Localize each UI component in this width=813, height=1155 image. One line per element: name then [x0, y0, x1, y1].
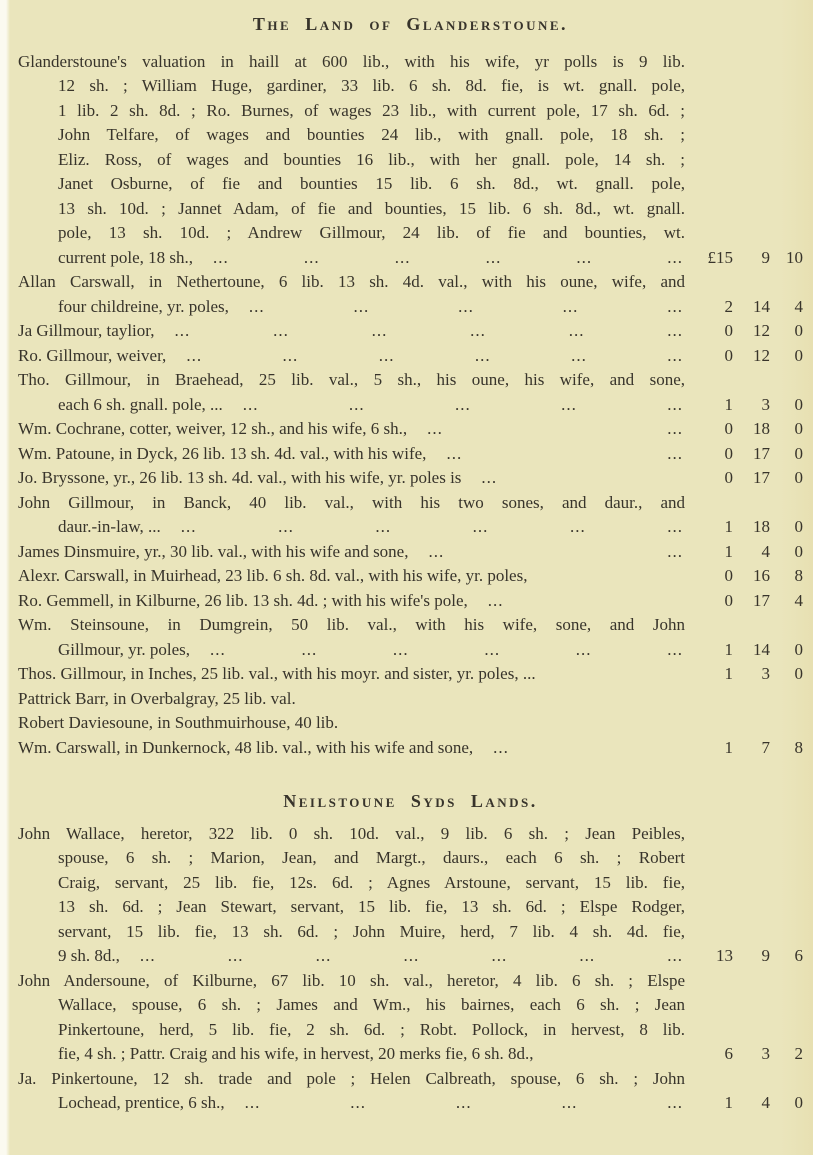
dot-group: ...	[303, 247, 320, 267]
amount-pounds: 0	[724, 590, 733, 610]
dot-leaders	[166, 344, 699, 369]
line-text: Wallace, spouse, 6 sh. ; James and Wm., his bairnes, each 6 sh. ; Jean	[58, 995, 685, 1014]
dot-group: ...	[667, 394, 683, 414]
text-line	[18, 540, 803, 565]
dot-group: ...	[282, 345, 299, 365]
text-line	[18, 1018, 803, 1043]
dot-group: ...	[569, 517, 586, 536]
dot-group: ...	[493, 737, 509, 757]
line-text: Glanderstoune's valuation in haill at 600 lib., with his wife, yr polls is 9 lib.	[18, 51, 685, 71]
line-text: pole, 13 sh. 10d. ; Andrew Gillmour, 24 lib. of fie and bounties, wt.	[58, 223, 685, 242]
amount-group	[699, 944, 803, 969]
dot-group: ...	[667, 517, 683, 536]
amount-pounds: 0	[724, 566, 733, 585]
dot-group: ...	[210, 639, 226, 659]
line-text: John Wallace, heretor, 322 lib. 0 sh. 10d. val., 9 lib. 6 sh. ; Jean Peibles,	[18, 823, 685, 843]
dot-group: ...	[576, 247, 593, 267]
amount-pounds: 0	[724, 321, 733, 340]
amount-shillings: 17	[753, 468, 770, 487]
text-line	[18, 172, 803, 197]
dot-group: ...	[667, 296, 683, 316]
text-line	[18, 246, 803, 271]
amount-pence: 4	[794, 296, 803, 316]
line-text: four childreine, yr. poles,	[58, 296, 229, 316]
dot-group: ...	[350, 1093, 367, 1112]
text-line	[18, 344, 803, 369]
text-line	[18, 969, 803, 994]
amount-shillings: 12	[753, 345, 770, 365]
amount-shillings: 4	[761, 541, 770, 561]
line-text: John Telfare, of wages and bounties 24 lib., with gnall. pole, 18 sh. ;	[58, 125, 685, 144]
text-line	[18, 491, 803, 516]
text-line	[18, 99, 803, 124]
amount-shillings: 7	[761, 737, 770, 757]
text-line	[18, 393, 803, 418]
line-text: 13 sh. 6d. ; Jean Stewart, servant, 15 lib. fie, 13 sh. 6d. ; Elspe Rodger,	[58, 897, 685, 916]
line-text: Wm. Patoune, in Dyck, 26 lib. 13 sh. 4d. val., with his wife,	[18, 443, 427, 463]
text-line	[18, 295, 803, 320]
dot-group: ...	[227, 946, 244, 965]
line-text: each 6 sh. gnall. pole, ...	[58, 394, 223, 414]
line-text: John Gillmour, in Banck, 40 lib. val., with his two sones, and daur., and	[18, 492, 685, 512]
amount-pounds: £15	[707, 247, 733, 267]
text-line	[18, 221, 803, 246]
text-line	[18, 1042, 803, 1067]
text-line	[18, 270, 803, 295]
dot-group: ...	[213, 247, 229, 267]
dot-leaders	[461, 466, 699, 491]
dot-leaders	[225, 1091, 699, 1116]
dot-group: ...	[427, 419, 443, 438]
line-text: Thos. Gillmour, in Inches, 25 lib. val., with his moyr. and sister, yr. poles, ...	[18, 664, 536, 683]
amount-pounds: 1	[724, 664, 733, 683]
dot-group: ...	[562, 296, 579, 316]
amount-shillings: 17	[753, 443, 770, 463]
amount-group	[699, 417, 803, 442]
line-text: 12 sh. ; William Huge, gardiner, 33 lib. 6 sh. 8d. fie, is wt. gnall. pole,	[58, 76, 685, 95]
amount-group	[699, 515, 803, 540]
line-text: spouse, 6 sh. ; Marion, Jean, and Margt., daurs., each 6 sh. ; Robert	[58, 848, 685, 867]
dot-leaders	[408, 540, 699, 565]
dot-group: ...	[186, 345, 203, 365]
dot-group: ...	[485, 247, 502, 267]
amount-group	[699, 246, 803, 271]
dot-leaders	[426, 442, 699, 467]
amount-pence: 0	[794, 443, 803, 463]
text-line	[18, 368, 803, 393]
dot-group: ...	[474, 345, 491, 365]
dot-leaders	[190, 638, 699, 663]
amount-group	[699, 393, 803, 418]
line-text: Ja. Pinkertoune, 12 sh. trade and pole ; Helen Calbreath, spouse, 6 sh. ; John	[18, 1068, 685, 1088]
dot-group: ...	[571, 345, 587, 365]
text-line	[18, 871, 803, 896]
text-line	[18, 846, 803, 871]
amount-pence: 0	[794, 541, 803, 561]
text-line	[18, 1067, 803, 1092]
amount-shillings: 9	[761, 247, 770, 267]
text-line	[18, 920, 803, 945]
line-text: Ro. Gillmour, weiver,	[18, 345, 167, 365]
dot-group: ...	[371, 321, 388, 340]
dot-group: ...	[667, 345, 683, 365]
amount-pounds: 1	[724, 1093, 733, 1112]
amount-pounds: 13	[716, 946, 733, 965]
text-line	[18, 895, 803, 920]
amount-pence: 6	[794, 946, 803, 965]
section-title-neilstoune: Neilstoune Syds Lands.	[283, 791, 538, 811]
dot-group: ...	[667, 443, 683, 463]
dot-group: ...	[481, 468, 498, 487]
amount-shillings: 12	[753, 321, 770, 340]
dot-group: ...	[315, 946, 332, 965]
amount-pence: 0	[794, 1093, 803, 1112]
dot-group: ...	[579, 946, 596, 965]
dot-group: ...	[667, 541, 683, 561]
text-line	[18, 148, 803, 173]
text-line	[18, 74, 803, 99]
text-line	[18, 638, 803, 663]
line-text: Ro. Gemmell, in Kilburne, 26 lib. 13 sh. 4d. ; with his wife's pole,	[18, 590, 468, 610]
dot-group: ...	[561, 394, 577, 414]
line-text: current pole, 18 sh.,	[58, 247, 194, 267]
dot-group: ...	[248, 296, 265, 316]
line-text: Tho. Gillmour, in Braehead, 25 lib. val., 5 sh., his oune, his wife, and sone,	[18, 370, 685, 389]
amount-pence: 8	[794, 737, 803, 757]
amount-pence: 0	[794, 664, 803, 683]
dot-group: ...	[301, 639, 318, 659]
dot-group: ...	[446, 443, 463, 463]
amount-pence: 0	[794, 468, 803, 487]
dot-group: ...	[667, 639, 683, 659]
line-text: Ja Gillmour, taylior,	[18, 321, 155, 340]
dot-group: ...	[244, 1093, 261, 1112]
section-title-glanderstoune: The Land of Glanderstoune.	[252, 14, 569, 34]
amount-shillings: 4	[761, 1093, 770, 1112]
dot-group: ...	[491, 946, 508, 965]
amount-group	[699, 344, 803, 369]
text-line	[18, 466, 803, 491]
amount-shillings: 14	[753, 639, 770, 659]
amount-pence: 0	[794, 321, 803, 340]
amount-group	[699, 736, 803, 761]
line-text: Pattrick Barr, in Overbalgray, 25 lib. val.	[18, 688, 296, 708]
dot-group: ...	[242, 394, 259, 414]
amount-group	[699, 662, 803, 687]
dot-group: ...	[667, 946, 683, 965]
text-line	[18, 993, 803, 1018]
line-text: fie, 4 sh. ; Pattr. Craig and his wife, in hervest, 20 merks fie, 6 sh. 8d.,	[58, 1044, 534, 1063]
amount-group	[699, 564, 803, 589]
dot-group: ...	[470, 321, 486, 340]
text-line	[18, 944, 803, 969]
amount-group	[699, 442, 803, 467]
amount-pence: 0	[794, 517, 803, 536]
amount-pounds: 0	[724, 468, 733, 487]
dot-group: ...	[273, 321, 289, 340]
text-line	[18, 662, 803, 687]
dot-group: ...	[667, 1093, 683, 1112]
amount-group	[699, 540, 803, 565]
text-line	[18, 822, 803, 847]
dot-group: ...	[378, 345, 395, 365]
amount-pounds: 6	[724, 1044, 733, 1063]
dot-group: ...	[667, 321, 683, 340]
section-neilstoune-entries	[18, 822, 803, 1116]
text-line	[18, 736, 803, 761]
amount-shillings: 18	[753, 517, 770, 536]
line-text: Robert Daviesoune, in Southmuirhouse, 40 lib.	[18, 713, 339, 732]
line-text: Gillmour, yr. poles,	[58, 639, 191, 659]
amount-pounds: 0	[724, 345, 733, 365]
dot-group: ...	[394, 247, 411, 267]
dot-leaders	[468, 589, 699, 614]
amount-pence: 0	[794, 345, 803, 365]
amount-pence: 4	[794, 590, 803, 610]
amount-pence: 0	[794, 394, 803, 414]
line-text: 1 lib. 2 sh. 8d. ; Ro. Burnes, of wages 23 lib., with current pole, 17 sh. 6d. ;	[58, 100, 685, 120]
line-text: Eliz. Ross, of wages and bounties 16 lib., with her gnall. pole, 14 sh. ;	[58, 149, 685, 169]
dot-group: ...	[353, 296, 370, 316]
dot-leaders	[223, 393, 699, 418]
amount-pence: 8	[794, 566, 803, 585]
amount-pence: 10	[786, 247, 803, 267]
text-line	[18, 515, 803, 540]
text-line	[18, 564, 803, 589]
dot-group: ...	[348, 394, 365, 414]
text-line	[18, 1091, 803, 1116]
dot-group: ...	[667, 247, 683, 267]
amount-shillings: 3	[761, 394, 770, 414]
line-text: Janet Osburne, of fie and bounties 15 lib. 6 sh. 8d., wt. gnall. pole,	[58, 174, 685, 193]
dot-group: ...	[561, 1093, 578, 1112]
dot-group: ...	[455, 1093, 472, 1112]
dot-group: ...	[180, 517, 197, 536]
amount-group	[699, 638, 803, 663]
dot-group: ...	[139, 946, 156, 965]
dot-group: ...	[403, 946, 420, 965]
line-text: Craig, servant, 25 lib. fie, 12s. 6d. ; Agnes Arstoune, servant, 15 lib. fie,	[58, 872, 685, 892]
dot-group: ...	[454, 394, 471, 414]
dot-group: ...	[568, 321, 585, 340]
amount-pounds: 2	[724, 296, 733, 316]
text-line	[18, 711, 803, 736]
text-line	[18, 589, 803, 614]
amount-pence: 0	[794, 639, 803, 659]
text-line	[18, 123, 803, 148]
line-text: Allan Carswall, in Nethertoune, 6 lib. 13 sh. 4d. val., with his oune, wife, and	[18, 272, 685, 291]
line-text: James Dinsmuire, yr., 30 lib. val., with his wife and sone,	[18, 541, 409, 561]
line-text: 9 sh. 8d.,	[58, 946, 120, 965]
text-line	[18, 319, 803, 344]
amount-group	[699, 589, 803, 614]
dot-leaders	[229, 295, 699, 320]
dot-group: ...	[667, 419, 683, 438]
amount-pounds: 1	[724, 737, 733, 757]
dot-group: ...	[375, 517, 392, 536]
dot-group: ...	[174, 321, 191, 340]
text-line	[18, 50, 803, 75]
line-text: daur.-in-law, ...	[58, 517, 161, 536]
dot-group: ...	[428, 541, 445, 561]
dot-leaders	[161, 515, 699, 540]
amount-shillings: 3	[761, 1044, 770, 1063]
amount-pounds: 0	[724, 443, 733, 463]
amount-pounds: 1	[724, 394, 733, 414]
dot-leaders	[473, 736, 699, 761]
dot-group: ...	[487, 590, 504, 610]
text-line	[18, 613, 803, 638]
text-line	[18, 417, 803, 442]
line-text: Pinkertoune, herd, 5 lib. fie, 2 sh. 6d. ; Robt. Pollock, in hervest, 8 lib.	[58, 1019, 685, 1039]
amount-group	[699, 319, 803, 344]
dot-group: ...	[472, 517, 489, 536]
line-text: Wm. Carswall, in Dunkernock, 48 lib. val., with his wife and sone,	[18, 737, 474, 757]
dot-leaders	[193, 246, 699, 271]
amount-pounds: 1	[724, 639, 733, 659]
amount-shillings: 9	[761, 946, 770, 965]
line-text: Jo. Bryssone, yr., 26 lib. 13 sh. 4d. val., with his wife, yr. poles is	[18, 468, 462, 487]
dot-leaders	[407, 417, 699, 442]
dot-group: ...	[458, 296, 474, 316]
line-text: Alexr. Carswall, in Muirhead, 23 lib. 6 sh. 8d. val., with his wife, yr. poles,	[18, 566, 528, 585]
line-text: John Andersoune, of Kilburne, 67 lib. 10 sh. val., heretor, 4 lib. 6 sh. ; Elspe	[18, 970, 685, 990]
line-text: Wm. Steinsoune, in Dumgrein, 50 lib. val., with his wife, sone, and John	[18, 615, 685, 634]
text-line	[18, 197, 803, 222]
amount-shillings: 14	[753, 296, 770, 316]
text-line	[18, 442, 803, 467]
amount-pence: 2	[794, 1044, 803, 1063]
text-line	[18, 687, 803, 712]
amount-pounds: 1	[724, 517, 733, 536]
amount-group	[699, 295, 803, 320]
amount-group	[699, 1042, 803, 1067]
dot-group: ...	[484, 639, 501, 659]
dot-leaders	[120, 944, 699, 969]
dot-group: ...	[575, 639, 592, 659]
line-text: Wm. Cochrane, cotter, weiver, 12 sh., and his wife, 6 sh.,	[18, 419, 408, 438]
amount-pounds: 1	[724, 541, 733, 561]
section-glanderstoune-entries	[18, 50, 803, 761]
amount-shillings: 3	[761, 664, 770, 683]
amount-shillings: 16	[753, 566, 770, 585]
amount-shillings: 17	[753, 590, 770, 610]
dot-group: ...	[278, 517, 294, 536]
amount-shillings: 18	[753, 419, 770, 438]
dot-leaders	[155, 319, 699, 344]
line-text: Lochead, prentice, 6 sh.,	[58, 1093, 225, 1112]
line-text: 13 sh. 10d. ; Jannet Adam, of fie and bounties, 15 lib. 6 sh. 8d., wt. gnall.	[58, 198, 685, 218]
amount-group	[699, 466, 803, 491]
line-text: servant, 15 lib. fie, 13 sh. 6d. ; John Muire, herd, 7 lib. 4 sh. 4d. fie,	[58, 921, 685, 941]
amount-pence: 0	[794, 419, 803, 438]
amount-pounds: 0	[724, 419, 733, 438]
amount-group	[699, 1091, 803, 1116]
dot-group: ...	[392, 639, 409, 659]
